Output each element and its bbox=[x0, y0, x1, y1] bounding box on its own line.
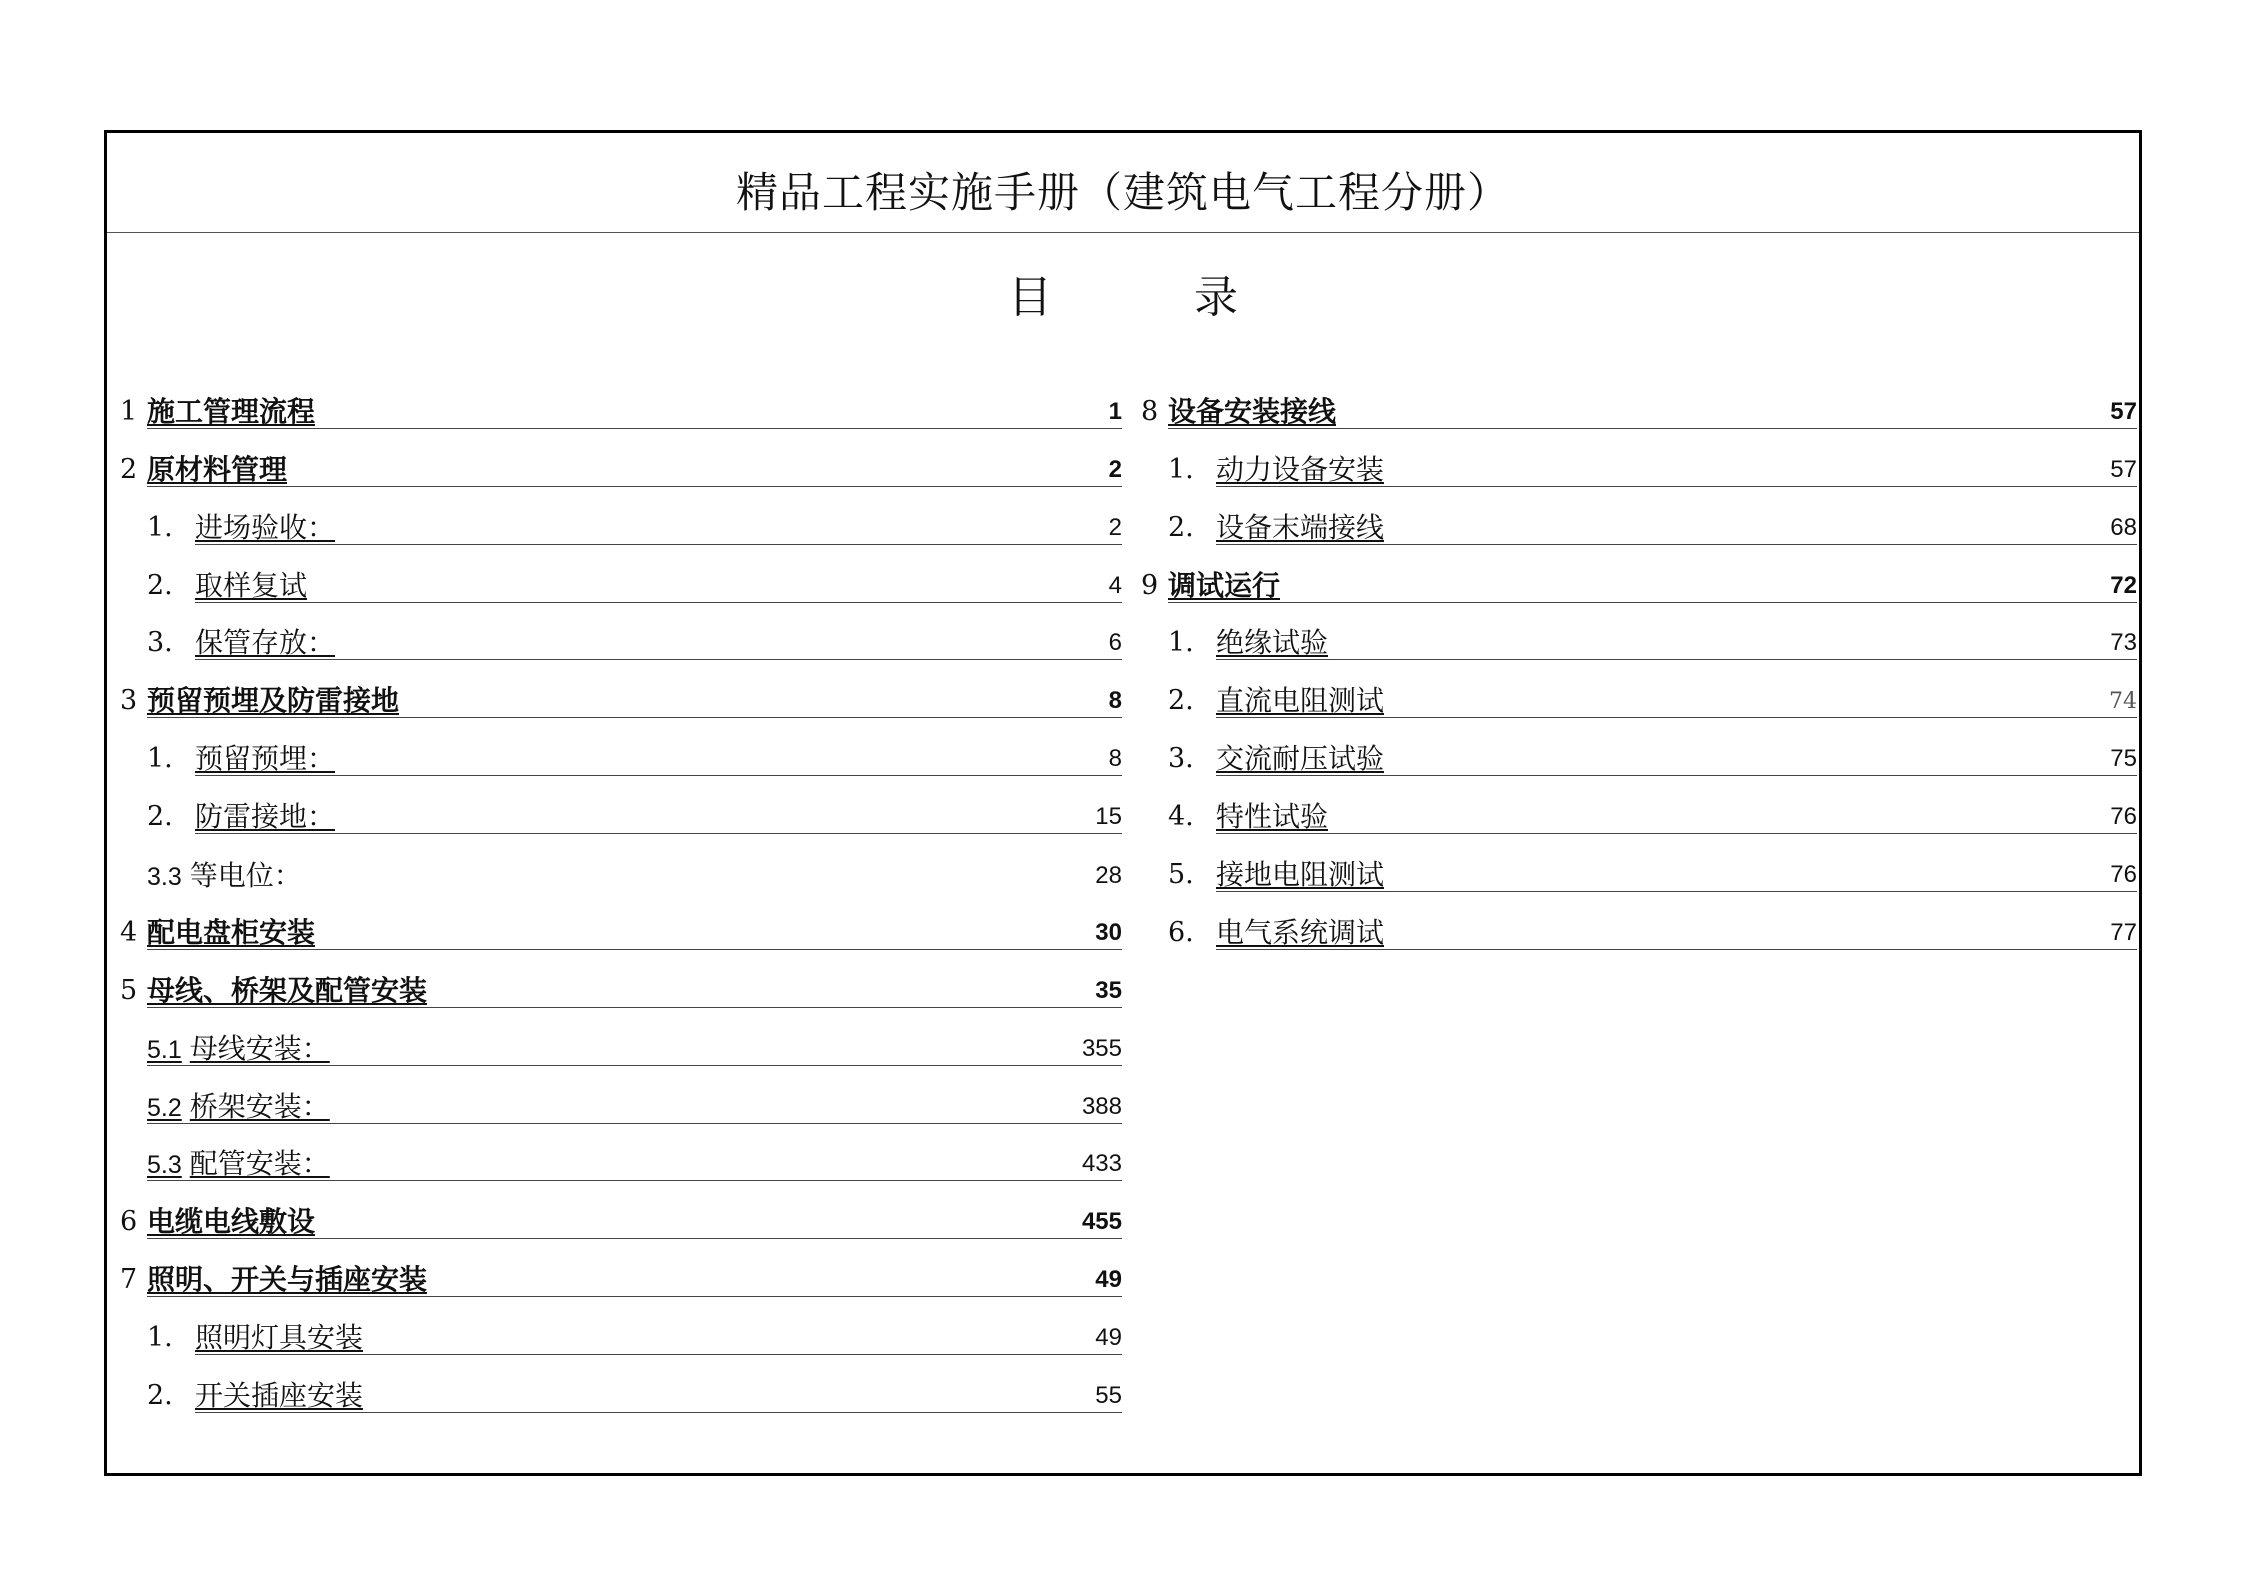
toc-heading-right: 录 bbox=[1194, 272, 1238, 323]
toc-entry-page: 8 bbox=[1108, 745, 1122, 773]
toc-entry-number: 3. bbox=[147, 627, 173, 659]
toc-entry-leader bbox=[147, 1031, 1122, 1066]
toc-entry-page: 49 bbox=[1095, 1266, 1122, 1294]
toc-entry-leader bbox=[147, 973, 1122, 1008]
toc-entry-page: 1 bbox=[1108, 397, 1122, 425]
toc-entry-leader bbox=[1216, 800, 2137, 834]
toc-entry[interactable] bbox=[1141, 545, 2137, 603]
toc-entry-number: 2. bbox=[147, 1380, 173, 1412]
toc-entry-page: 57 bbox=[2110, 397, 2137, 425]
toc-entry[interactable] bbox=[1141, 487, 2137, 545]
toc-entry-number: 6 bbox=[120, 1206, 138, 1238]
toc-entry-page: 8 bbox=[1108, 687, 1122, 715]
toc-entry-page: 74 bbox=[2109, 689, 2137, 715]
document-title: 精品工程实施手册（建筑电气工程分册） bbox=[735, 167, 1510, 217]
toc-entry-number: 3. bbox=[1168, 743, 1194, 775]
toc-entry-title[interactable]: 进场验收： bbox=[195, 510, 336, 544]
toc-entry-number: 1. bbox=[147, 1322, 173, 1354]
toc-heading-left: 目 bbox=[1008, 272, 1052, 323]
toc-entry-title[interactable]: 直流电阻测试 bbox=[1216, 684, 1385, 718]
toc-entry-title[interactable]: 预留预埋及防雷接地 bbox=[147, 684, 400, 718]
toc-entry-number: 3 bbox=[120, 685, 138, 717]
toc-entry-title[interactable] bbox=[147, 1147, 330, 1181]
toc-entry-title[interactable]: 交流耐压试验 bbox=[1216, 742, 1385, 776]
toc-entry-leader bbox=[1216, 915, 2137, 950]
toc-entry-page: 30 bbox=[1095, 918, 1122, 946]
toc-entry-number: 4 bbox=[120, 916, 138, 948]
toc-entry-leader bbox=[195, 742, 1122, 776]
toc-entry-number: 6. bbox=[1168, 916, 1194, 948]
toc-entry-page: 2 bbox=[1108, 513, 1122, 541]
toc-entry-title[interactable]: 配电盘柜安装 bbox=[147, 915, 316, 949]
toc-entry-leader bbox=[1168, 568, 2137, 603]
toc-entry-number: 1. bbox=[147, 743, 173, 775]
toc-entry-title[interactable] bbox=[147, 859, 302, 893]
toc-entry[interactable] bbox=[120, 1066, 1122, 1124]
toc-entry-page: 73 bbox=[2110, 629, 2137, 657]
toc-entry[interactable] bbox=[120, 371, 1122, 429]
toc-entry-title[interactable]: 开关插座安装 bbox=[195, 1379, 364, 1413]
toc-entry-title[interactable]: 电缆电线敷设 bbox=[147, 1205, 316, 1239]
toc-entry-leader bbox=[195, 568, 1122, 603]
toc-entry-page: 75 bbox=[2110, 745, 2137, 773]
toc-entry[interactable] bbox=[1141, 718, 2137, 776]
toc-entry[interactable] bbox=[120, 1124, 1122, 1182]
toc-entry-number: 2. bbox=[1168, 685, 1194, 717]
toc-entry[interactable] bbox=[1141, 834, 2137, 892]
toc-entry-title[interactable] bbox=[147, 1031, 330, 1065]
toc-entry[interactable] bbox=[120, 950, 1122, 1008]
toc-entry-title[interactable]: 设备末端接线 bbox=[1216, 510, 1385, 544]
toc-entry-title[interactable]: 接地电阻测试 bbox=[1216, 858, 1385, 892]
toc-entry-leader bbox=[195, 800, 1122, 834]
toc-entry-leader bbox=[1216, 452, 2137, 487]
toc-entry-page: 388 bbox=[1081, 1092, 1122, 1120]
toc-entry-number: 5. bbox=[1168, 859, 1194, 891]
toc-entry-page: 55 bbox=[1095, 1382, 1122, 1410]
toc-entry-title[interactable]: 施工管理流程 bbox=[147, 394, 316, 428]
toc-entry-title[interactable]: 预留预埋： bbox=[195, 742, 336, 776]
toc-entry-number: 2. bbox=[147, 569, 173, 601]
toc-entry-leader bbox=[147, 859, 1122, 893]
toc-entry-leader bbox=[147, 452, 1122, 487]
toc-entry-title[interactable]: 取样复试 bbox=[195, 568, 308, 602]
toc-heading-gap bbox=[1052, 261, 1194, 325]
toc-entry-leader bbox=[147, 1263, 1122, 1297]
toc-entry-page: 76 bbox=[2110, 803, 2137, 831]
toc-entry-leader bbox=[1216, 742, 2137, 776]
toc-entry-number: 9 bbox=[1141, 569, 1159, 601]
toc-entry-leader bbox=[195, 1379, 1122, 1413]
toc-entry-title[interactable]: 特性试验 bbox=[1216, 800, 1329, 834]
toc-entry-leader bbox=[1216, 626, 2137, 660]
toc-entry-page: 433 bbox=[1081, 1150, 1122, 1178]
toc-entry-leader bbox=[195, 510, 1122, 545]
toc-entry-page: 4 bbox=[1108, 571, 1122, 599]
toc-right-column bbox=[1141, 371, 2137, 950]
toc-entry[interactable] bbox=[1141, 892, 2137, 950]
document-frame bbox=[104, 130, 2142, 1476]
toc-entry[interactable] bbox=[120, 545, 1122, 603]
toc-entry-number: 4. bbox=[1168, 801, 1194, 833]
toc-entry-title[interactable]: 母线、桥架及配管安装 bbox=[147, 973, 428, 1007]
toc-entry-title[interactable]: 电气系统调试 bbox=[1216, 915, 1385, 949]
toc-entry-title[interactable]: 保管存放： bbox=[195, 626, 336, 660]
toc-entry-page: 72 bbox=[2110, 571, 2137, 599]
toc-entry-page: 2 bbox=[1108, 455, 1122, 483]
toc-entry-leader bbox=[147, 684, 1122, 718]
toc-entry[interactable] bbox=[120, 1008, 1122, 1066]
toc-entry-number: 2. bbox=[147, 801, 173, 833]
toc-entry-page: 49 bbox=[1095, 1324, 1122, 1352]
toc-entry-section-number: 5.2 bbox=[147, 1093, 182, 1122]
toc-entry-title-text: 桥架安装： bbox=[189, 1089, 330, 1123]
toc-entry[interactable] bbox=[120, 776, 1122, 834]
toc-entry-page: 57 bbox=[2110, 455, 2137, 483]
toc-entry-number: 7 bbox=[120, 1264, 138, 1296]
toc-entry-page: 28 bbox=[1095, 862, 1122, 890]
toc-entry-number: 5 bbox=[120, 974, 138, 1006]
toc-entry-page: 77 bbox=[2110, 918, 2137, 946]
toc-entry-title[interactable]: 照明灯具安装 bbox=[195, 1321, 364, 1355]
toc-entry[interactable] bbox=[120, 429, 1122, 487]
toc-entry[interactable] bbox=[120, 834, 1122, 892]
toc-entry[interactable] bbox=[120, 1297, 1122, 1355]
toc-entry-page: 6 bbox=[1108, 629, 1122, 657]
toc-entry-title[interactable]: 调试运行 bbox=[1168, 568, 1281, 602]
toc-entry-number: 1. bbox=[147, 511, 173, 543]
toc-entry-leader bbox=[195, 626, 1122, 660]
toc-entry[interactable] bbox=[120, 718, 1122, 776]
toc-entry[interactable] bbox=[120, 1239, 1122, 1297]
toc-entry-title-text: 等电位： bbox=[189, 859, 302, 893]
toc-entry-title[interactable] bbox=[147, 1089, 330, 1123]
toc-entry-leader bbox=[1168, 394, 2137, 429]
toc-entry-title[interactable]: 动力设备安装 bbox=[1216, 452, 1385, 486]
toc-entry-number: 1. bbox=[1168, 453, 1194, 485]
toc-entry-title-text: 母线安装： bbox=[189, 1031, 330, 1065]
toc-entry-leader bbox=[147, 1147, 1122, 1181]
toc-entry-number: 1 bbox=[120, 395, 138, 427]
toc-entry[interactable] bbox=[1141, 429, 2137, 487]
toc-entry[interactable] bbox=[120, 1181, 1122, 1239]
toc-entry-section-number: 3.3 bbox=[147, 863, 182, 892]
toc-entry-number: 2. bbox=[1168, 511, 1194, 543]
toc-entry-page: 35 bbox=[1095, 976, 1122, 1004]
toc-entry[interactable] bbox=[1141, 776, 2137, 834]
toc-entry-leader bbox=[147, 1089, 1122, 1124]
toc-entry-title[interactable]: 防雷接地： bbox=[195, 800, 336, 834]
toc-entry[interactable] bbox=[120, 1355, 1122, 1413]
toc-entry[interactable] bbox=[1141, 371, 2137, 429]
title-bar bbox=[107, 133, 2139, 233]
toc-entry-leader bbox=[147, 394, 1122, 429]
toc-entry-title[interactable]: 照明、开关与插座安装 bbox=[147, 1263, 428, 1297]
toc-entry-leader bbox=[195, 1321, 1122, 1355]
toc-entry-section-number: 5.3 bbox=[147, 1151, 182, 1180]
toc-entry[interactable] bbox=[120, 892, 1122, 950]
toc-entry[interactable] bbox=[1141, 603, 2137, 661]
toc-entry-leader bbox=[147, 1205, 1122, 1239]
toc-entry[interactable] bbox=[120, 603, 1122, 661]
toc-entry-number: 1. bbox=[1168, 627, 1194, 659]
toc-entry-page: 76 bbox=[2110, 861, 2137, 889]
toc-entry-number: 2 bbox=[120, 453, 138, 485]
toc-entry[interactable] bbox=[120, 660, 1122, 718]
toc-entry-leader bbox=[1216, 510, 2137, 545]
toc-entry-number: 8 bbox=[1141, 395, 1159, 427]
toc-heading bbox=[107, 261, 2139, 325]
toc-entry-title[interactable]: 原材料管理 bbox=[147, 452, 288, 486]
toc-entry-leader bbox=[1216, 858, 2137, 892]
toc-left-column bbox=[120, 371, 1122, 1413]
toc-entry-title[interactable]: 绝缘试验 bbox=[1216, 626, 1329, 660]
toc-entry[interactable] bbox=[120, 487, 1122, 545]
toc-entry-leader bbox=[1216, 684, 2137, 718]
toc-entry-title-text: 配管安装： bbox=[189, 1147, 330, 1181]
toc-entry-section-number: 5.1 bbox=[147, 1035, 182, 1064]
toc-entry-page: 355 bbox=[1081, 1034, 1122, 1062]
toc-entry-page: 455 bbox=[1081, 1208, 1122, 1236]
toc-entry-page: 68 bbox=[2110, 513, 2137, 541]
toc-entry[interactable] bbox=[1141, 660, 2137, 718]
toc-entry-leader bbox=[147, 915, 1122, 950]
toc-entry-title[interactable]: 设备安装接线 bbox=[1168, 394, 1337, 428]
toc-entry-page: 15 bbox=[1095, 803, 1122, 831]
